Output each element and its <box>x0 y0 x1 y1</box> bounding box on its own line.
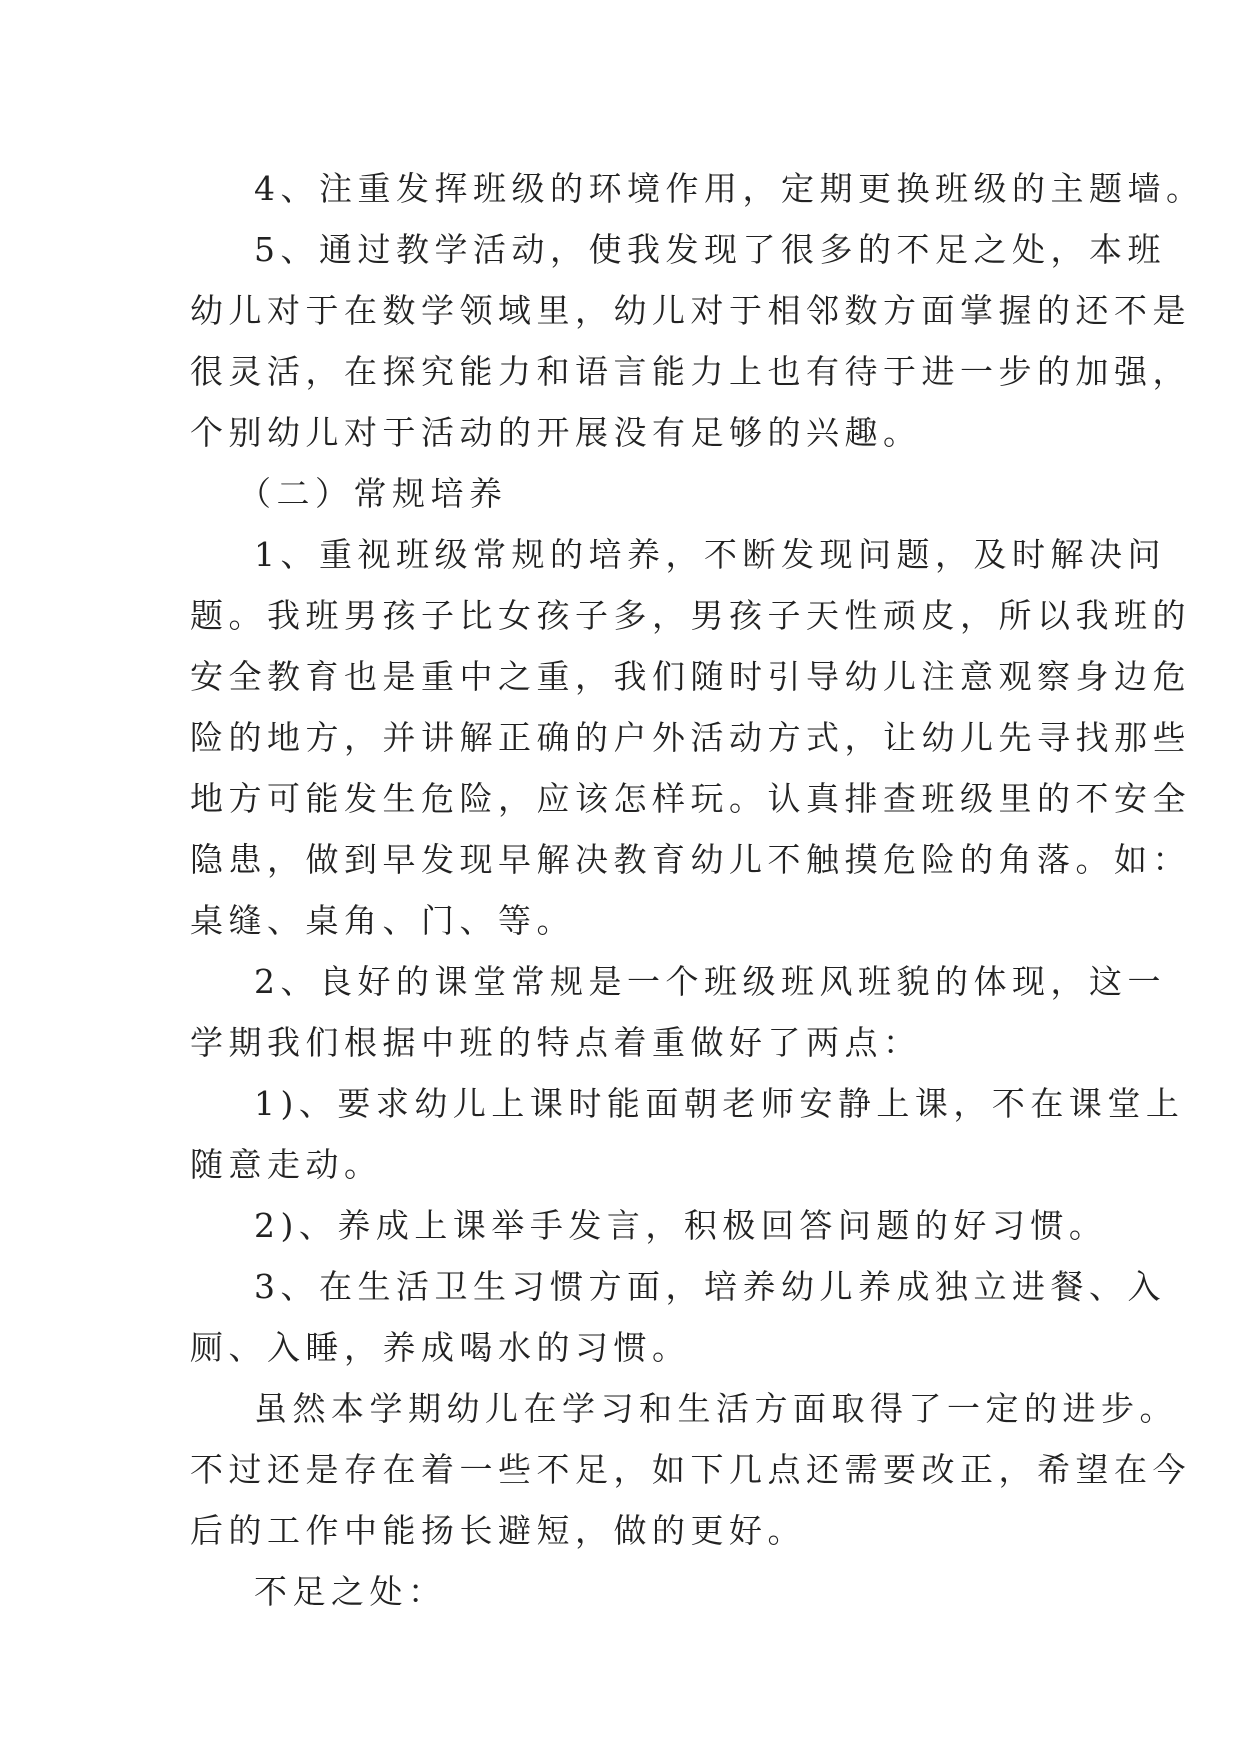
paragraph-line: 4、注重发挥班级的环境作用，定期更换班级的主题墙。 <box>254 169 1205 208</box>
paragraph-line: 个别幼儿对于活动的开展没有足够的兴趣。 <box>190 413 922 452</box>
paragraph-line: 险的地方，并讲解正确的户外活动方式，让幼儿先寻找那些 <box>190 718 1191 757</box>
paragraph-line: 5、通过教学活动，使我发现了很多的不足之处，本班 <box>254 230 1166 269</box>
paragraph-line: 安全教育也是重中之重，我们随时引导幼儿注意观察身边危 <box>190 657 1191 696</box>
paragraph-line: 学期我们根据中班的特点着重做好了两点： <box>190 1023 922 1062</box>
section-heading: （二）常规培养 <box>238 474 508 513</box>
document-body <box>190 158 1205 1622</box>
paragraph-line: 后的工作中能扬长避短，做的更好。 <box>190 1511 806 1550</box>
paragraph-line: 随意走动。 <box>190 1145 383 1184</box>
paragraph-line: 虽然本学期幼儿在学习和生活方面取得了一定的进步。 <box>254 1389 1178 1428</box>
paragraph-line: 1、重视班级常规的培养，不断发现问题，及时解决问 <box>254 535 1166 574</box>
paragraph-line: 1)、要求幼儿上课时能面朝老师安静上课，不在课堂上 <box>254 1084 1185 1123</box>
paragraph-line: 地方可能发生危险，应该怎样玩。认真排查班级里的不安全 <box>190 779 1191 818</box>
paragraph-line: 桌缝、桌角、门、等。 <box>190 901 575 940</box>
paragraph-line: 3、在生活卫生习惯方面，培养幼儿养成独立进餐、入 <box>254 1267 1166 1306</box>
paragraph-line: 幼儿对于在数学领域里，幼儿对于相邻数方面掌握的还不是 <box>190 291 1191 330</box>
paragraph-line: 不足之处： <box>254 1572 447 1611</box>
paragraph-line: 不过还是存在着一些不足，如下几点还需要改正，希望在今 <box>190 1450 1191 1489</box>
paragraph-line: 2)、养成上课举手发言，积极回答问题的好习惯。 <box>254 1206 1108 1245</box>
paragraph-line: 很灵活，在探究能力和语言能力上也有待于进一步的加强， <box>190 352 1191 391</box>
paragraph-line: 隐患，做到早发现早解决教育幼儿不触摸危险的角落。如： <box>190 840 1191 879</box>
paragraph-line: 厕、入睡，养成喝水的习惯。 <box>190 1328 691 1367</box>
paragraph-line: 题。我班男孩子比女孩子多，男孩子天性顽皮，所以我班的 <box>190 596 1191 635</box>
paragraph-line: 2、良好的课堂常规是一个班级班风班貌的体现，这一 <box>254 962 1166 1001</box>
